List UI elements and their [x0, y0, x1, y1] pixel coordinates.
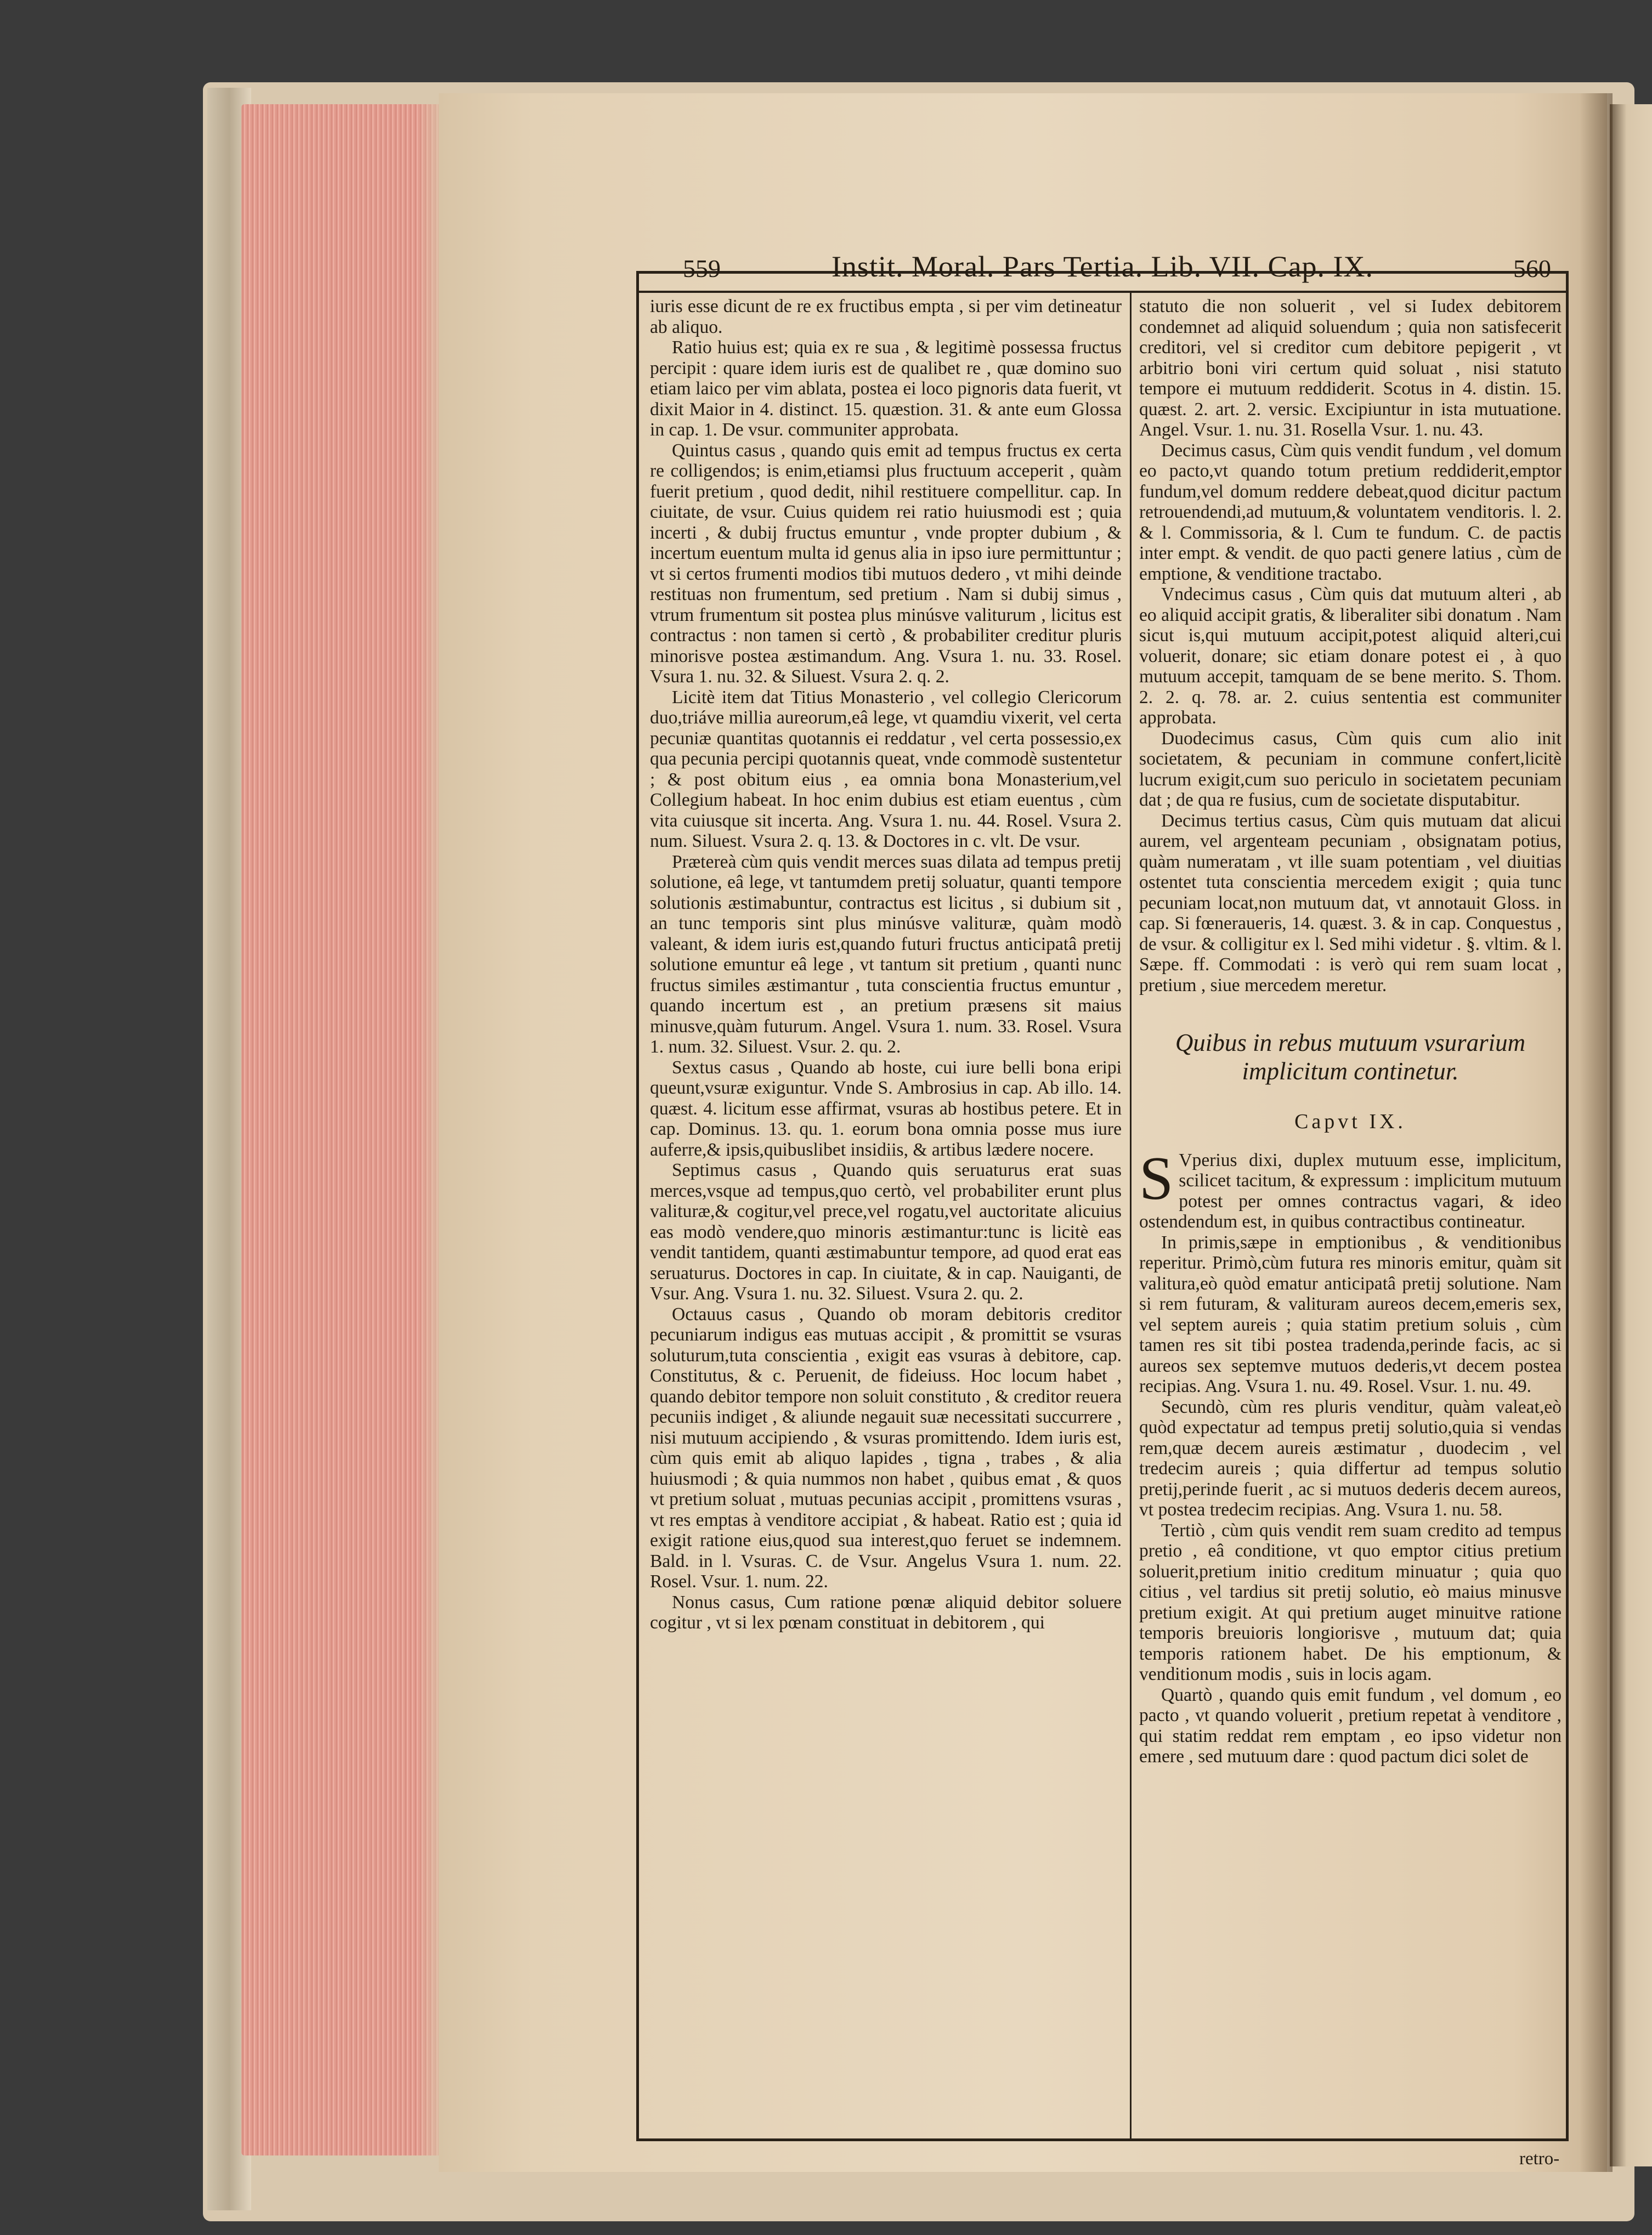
- running-title: Instit. Moral. Pars Tertia. Lib. VII. Cap. IX.: [831, 250, 1374, 283]
- paragraph: Prætereà cùm quis vendit merces suas dilata ad tempus pretij solutione, eâ lege, vt tantumdem pretij soluatur, quanti tempore solutionis æstimabuntur, contractus est licitus , si dubium sit , an tunc temporis sint plus minúsve valituræ, quàm modò valeant, & idem iuris est,quando futuri fructus anticipatâ pretij solutione emuntur eâ lege , vt tantum sit pretium , quanti nunc fructus similes æstimantur , tuta conscientia fructus emuntur , quando incertum est , an pretium præsens sit maius minusve,quàm futurum. Angel. Vsura 1. num. 33. Rosel. Vsura 1. num. 32. Siluest. Vsur. 2. qu. 2.: [650, 851, 1122, 1057]
- paragraph: Decimus casus, Cùm quis vendit fundum , vel domum eo pacto,vt quando totum pretium reddiderit,emptor fundum,vel domum reddere debeat,quod dicitur pactum retrouendendi,ad mutuum,& voluntatem venditoris. l. 2. & l. Commissoria, & l. Cum te fundum. C. de pactis inter empt. & vendit. de quo pacti genere latius , cùm de emptione, & venditione tractabo.: [1139, 440, 1562, 584]
- catchword: retro-: [1519, 2149, 1560, 2169]
- paragraph: Licitè item dat Titius Monasterio , vel collegio Clericorum duo,triáve millia aureorum,eâ lege, vt quamdiu vixerit, vel certa pecuniæ quantitas quotannis ei reddatur , vel certa possessio,ex qua pecunia percipi quotannis queat, vnde commodè sustentetur ; & post obitum eius , ea omnia bona Monasterium,vel Collegium habeat. In hoc enim dubius est etiam euentus , cùm vita cuiusque sit incerta. Ang. Vsura 1. nu. 44. Rosel. Vsura 2. num. Siluest. Vsura 2. q. 13. & Doctores in c. vlt. De vsur.: [650, 687, 1122, 851]
- paragraph: Vndecimus casus , Cùm quis dat mutuum alteri , ab eo aliquid accipit gratis, & liberaliter sibi donatum . Nam sicut is,qui mutuum accipit,potest aliquid alteri,cui voluerit, donare; sic etiam donare potest ei , à quo mutuum accepit, tamquam de se bene merito. S. Thom. 2. 2. q. 78. ar. 2. cuius sententia est communiter approbata.: [1139, 584, 1562, 728]
- chapter-opening: [1139, 1144, 1562, 1232]
- right-page-edge: [1610, 104, 1652, 2166]
- paragraph: Octauus casus , Quando ob moram debitoris creditor pecuniarum indigus eas mutuas accipit , & promittit se vsuras soluturum,tuta conscientia , exigit eas vsuras à debitore, cap. Constitutus, & c. Peruenit, de fideiuss. Hoc locum habet , quando debitor tempore non soluit constituto , & creditor reuera pecuniis indiget , & aliunde negauit suæ necessitati succurrere , nisi mutuum accipiendo , & vsuras promittendo. Idem iuris est, cùm quis emit ab aliquo lapides , tigna , trabes , & alia huiusmodi ; & quia nummos non habet , quibus emat , & quos vt pretium soluat , mutuas pecunias accipit , promittens vsuras , vt res emptas à venditore accipiat , & habeat. Ratio est ; quia id exigit ratione eius,quod sua interest,quo feruet se indemnem. Bald. in l. Vsuras. C. de Vsur. Angelus Vsura 1. num. 22. Rosel. Vsur. 1. num. 22.: [650, 1304, 1122, 1592]
- paragraph: Tertiò , cùm quis vendit rem suam credito ad tempus pretio , eâ conditione, vt quo emptor citius pretium soluerit,pretium initio creditum minuatur ; quia quo citius , vel tardius sit pretij solutio, eò maius minusve pretium exigit. At qui pretium auget minuitve ratione temporis breuioris longiorisve , mutuum dat; quia temporis rationem habet. De his emptionum, & venditionum modis , suis in locis agam.: [1139, 1520, 1562, 1684]
- column-divider: [1130, 291, 1131, 2141]
- drop-cap: S: [1139, 1144, 1174, 1213]
- gutter-shadow: [1580, 93, 1613, 2172]
- running-header: [642, 250, 1563, 288]
- paragraph: Secundò, cùm res pluris venditur, quàm valeat,eò quòd expectatur ad tempus pretij solutio,quia si vendas rem,quæ decem aureis æstimatur , duodecim , vel tredecim aureis ; quia differtur ad tempus solutio pretij,perinde fuerit , ac si mutuos dederis decem aureos, vt postea tredecim recipias. Ang. Vsura 1. nu. 58.: [1139, 1396, 1562, 1520]
- paragraph: Sextus casus , Quando ab hoste, cui iure belli bona eripi queunt,vsuræ exiguntur. Vnde S. Ambrosius in cap. Ab illo. 14. quæst. 4. licitum esse affirmat, vsuras ab hostibus petere. Et in cap. Dominus. 13. qu. 1. eorum bona omnia posse mus iure auferre,& ipsis,quibuslibet insidiis, & artibus lædere nocere.: [650, 1057, 1122, 1160]
- page-edges: [241, 104, 442, 2155]
- chapter-opening-text: Vperius dixi, duplex mutuum esse, implicitum, scilicet tacitum, & expressum : implicitum mutuum potest per omnes contractus vagari, & ideo ostendendum est, in quibus contractibus contineatur.: [1139, 1150, 1562, 1232]
- paragraph: Nonus casus, Cum ratione pœnæ aliquid debitor soluere cogitur , vt si lex pœnam constituat in debitorem , qui: [650, 1592, 1122, 1633]
- chapter-title: Quibus in rebus mutuum vsurarium implicitum continetur.: [1175, 1029, 1526, 1085]
- paragraph: Quartò , quando quis emit fundum , vel domum , eo pacto , vt quando voluerit , pretium repetat à venditore , qui statim reddat rem emptam , eo ipso videtur non emere , sed mutuum dare : quod pactum dici solet de: [1139, 1684, 1562, 1767]
- left-page-number: 559: [683, 254, 721, 282]
- chapter-label: Capvt IX.: [1294, 1110, 1406, 1133]
- paragraph: Duodecimus casus, Cùm quis cum alio init societatem, & pecuniam in commune confert,licitè lucrum exigit,cum suo periculo in societatem pecuniam dat ; de qua re fusius, cum de societate disputabitur.: [1139, 728, 1562, 810]
- paragraph: iuris esse dicunt de re ex fructibus empta , si per vim detineatur ab aliquo.: [650, 296, 1122, 337]
- paragraph: statuto die non soluerit , vel si Iudex debitorem condemnet ad aliquid soluendum ; quia non satisfecerit creditori, vel si creditor cum debitore pepigerit , vt arbitrio boni viri certum quid soluat , nisi statuto tempore ei mutuum reddiderit. Scotus in 4. distin. 15. quæst. 2. art. 2. versic. Excipiuntur in ista mutuatione. Angel. Vsur. 1. nu. 31. Rosella Vsur. 1. nu. 43.: [1139, 296, 1562, 440]
- left-column: [650, 296, 1122, 1633]
- paragraph: Quintus casus , quando quis emit ad tempus fructus ex certa re colligendos; is enim,etiamsi plus fructuum acceperit , quàm fuerit pretium , quod dedit, nihil restituere compellitur. cap. In ciuitate, de vsur. Cuius quidem rei ratio huiusmodi est ; quia incerti , & dubij fructus emuntur , vnde propter dubium , & incertum euentum multa id genus alia in ipso iure permittuntur ; vt si certos frumenti modios tibi mutuos dedero , vt mihi deinde restituas non frumentum, sed pretium . Nam si dubij simus , vtrum frumentum sit postea plus minúsve valiturum , licitus est contractus : non tamen si certò , & probabiliter creditur pluris minorisve postea æstimandum. Ang. Vsura 1. nu. 33. Rosel. Vsura 1. nu. 32. & Siluest. Vsura 2. q. 2.: [650, 440, 1122, 687]
- right-column: [1139, 296, 1562, 1767]
- paragraph: Decimus tertius casus, Cùm quis mutuam dat alicui aurem, vel argenteam pecuniam , obsignatam potius, quàm numeratam , vt ille suam potentiam , vel diuitias ostentet tuta conscientia mercedem exigit ; quia tunc pecuniam locat,non mutuum dat, vt annotauit Gloss. in cap. Si fœneraueris, 14. quæst. 3. & in cap. Conquestus , de vsur. & colligitur ex l. Sed mihi videtur . §. vltim. & l. Sæpe. ff. Commodati : is verò qui rem suam locat , pretium , siue mercedem meretur.: [1139, 810, 1562, 995]
- header-rule: [636, 291, 1569, 293]
- paragraph: In primis,sæpe in emptionibus , & venditionibus reperitur. Primò,cùm futura res minoris emitur, quàm sit valitura,eò quòd ematur anticipatâ pretij solutione. Nam si rem futuram, & valituram aureos decem,emeris sex, vel septem aureis ; quia statim pretium soluis , cùm tamen res sit tibi postea tradenda,perinde facis, ac si aureos sex septemve mutuos dederis,vt decem postea recipias. Ang. Vsura 1. nu. 49. Rosel. Vsur. 1. nu. 49.: [1139, 1232, 1562, 1396]
- paragraph: Ratio huius est; quia ex re sua , & legitimè possessa fructus percipit : quare idem iuris est de qualibet re , quæ domino suo etiam laico per vim ablata, postea ei loco pignoris data fuerit, vt dixit Maior in 4. distinct. 15. quæstion. 31. & ante eum Glossa in cap. 1. De vsur. communiter approbata.: [650, 337, 1122, 440]
- right-page-number: 560: [1513, 254, 1551, 282]
- paragraph: Septimus casus , Quando quis seruaturus erat suas merces,vsque ad tempus,quo certò, vel probabiliter erunt plus valituræ,& cogitur,vel prece,vel rogatu,vel auctoritate alicuius eas modò vendere,quo minoris æstimantur:tunc is licitè eas vendit tantidem, quanti æstimabuntur tempore, ad quod erat eas seruaturus. Doctores in cap. In ciuitate, & in cap. Nauiganti, de Vsur. Ang. Vsura 1. nu. 32. Siluest. Vsura 2. qu. 2.: [650, 1160, 1122, 1304]
